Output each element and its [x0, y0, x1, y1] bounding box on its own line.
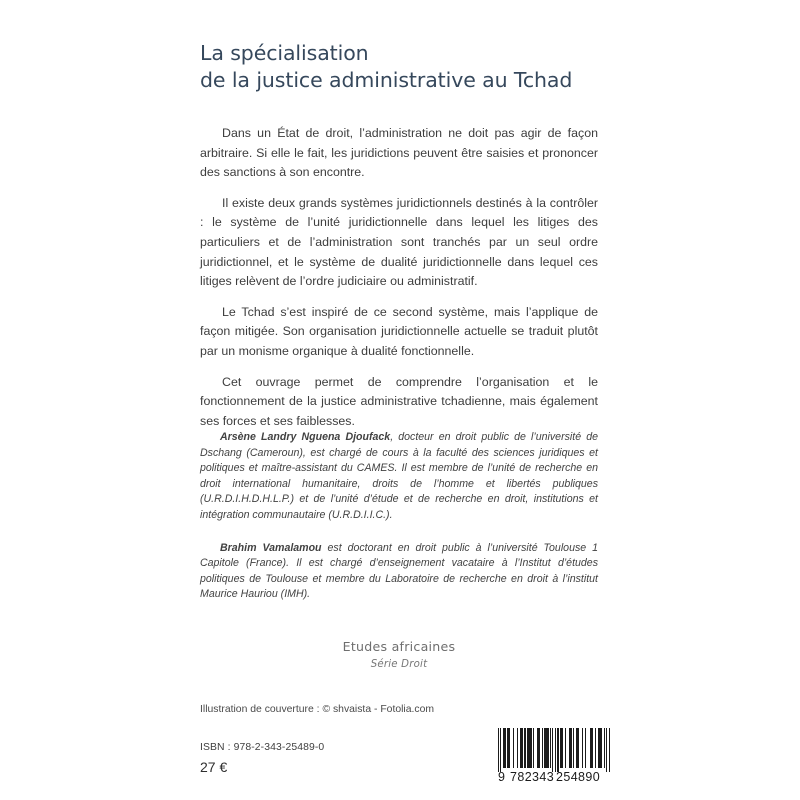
blurb-paragraph: Il existe deux grands systèmes juridictionnels destinés à la contrôler : le système de l’unité juridictionnelle dans lequel les litiges des particuliers et de l’administration sont tranchés par un seul ordre juridictionnel, et le système de dualité juridictionnelle dans lequel ces litiges relèvent de l’ordre judiciaire ou administratif. — [200, 195, 598, 289]
isbn-text: ISBN : 978-2-343-25489-0 — [200, 742, 325, 753]
author-bio — [200, 430, 598, 524]
ean-barcode — [498, 728, 610, 790]
book-title-line-2: de la justice administrative au Tchad — [200, 68, 573, 92]
barcode-group-one: 782343 — [510, 770, 555, 784]
barcode-group-two: 254890 — [556, 770, 601, 784]
book-title — [200, 40, 600, 94]
author-biographies — [200, 430, 598, 603]
barcode-bars — [498, 728, 610, 772]
author-bio-text: , docteur en droit public de l’université de Dschang (Cameroun), est chargé de cours à la faculté des sciences juridiques et politiques et maître-assistant du CAMES. Il est membre de l’unité de recherche en droit international humanitaire, droits de l’homme et libertés publiques (U.R.D.I.H.D.H.L.P.) et de l’unité d’étude et de recherche en droit, institutions et intégration communautaire (U.R.D.I.I.C.). — [200, 431, 598, 521]
barcode-lead-digit: 9 — [498, 770, 506, 784]
author-bio-text: est doctorant en droit public à l’université Toulouse 1 Capitole (France). Il est chargé d’enseignement vacataire à l’Institut d’études politiques de Toulouse et membre du Laboratoire de recherche en droit à l’institut Maurice Hauriou (IMH). — [200, 541, 599, 601]
author-name: Brahim Vamalamou — [220, 541, 322, 554]
price-text: 27 € — [200, 759, 228, 775]
cover-illustration-credit: Illustration de couverture : © shvaista - Fotolia.com — [200, 704, 435, 715]
blurb — [200, 124, 598, 431]
book-title-line-1: La spécialisation — [200, 41, 369, 65]
series-name: Etudes africaines — [342, 639, 456, 654]
blurb-paragraph: Dans un État de droit, l’administration ne doit pas agir de façon arbitraire. Si elle le fait, les juridictions peuvent être saisies et prononcer des sanctions à son encontre. — [200, 126, 598, 180]
series-subtitle: Série Droit — [370, 659, 428, 670]
blurb-paragraph: Le Tchad s’est inspiré de ce second système, mais l’applique de façon mitigée. Son organisation juridictionnelle actuelle se traduit plutôt par un monisme organique à dualité fonctionnelle. — [200, 304, 598, 358]
author-bio — [200, 541, 598, 603]
author-name: Arsène Landry Nguena Djoufack — [220, 431, 391, 443]
series-info — [200, 638, 598, 673]
blurb-paragraph: Cet ouvrage permet de comprendre l’organisation et le fonctionnement de la justice administrative tchadienne, mais également ses forces et ses faiblesses. — [200, 374, 598, 428]
